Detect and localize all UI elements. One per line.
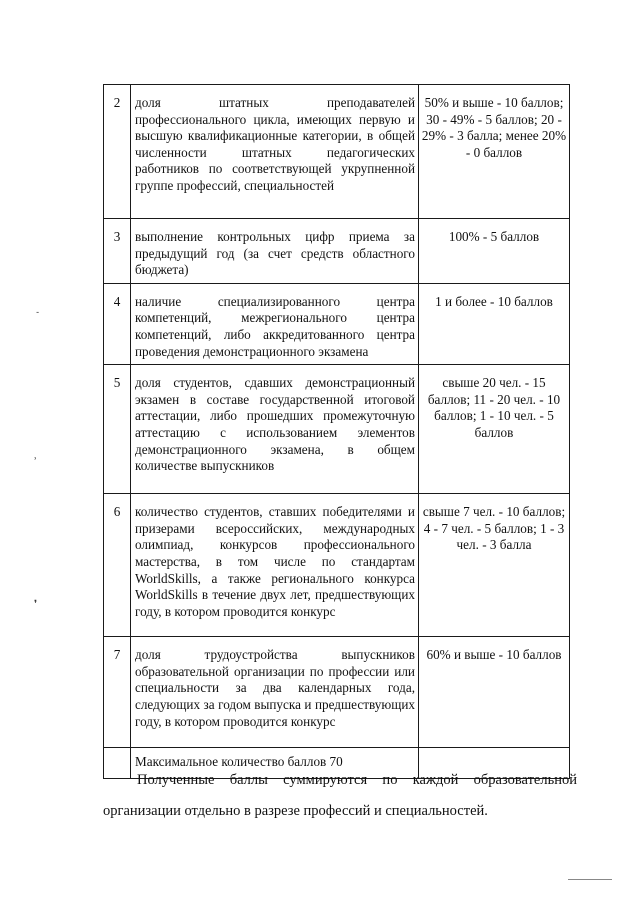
table-row: [104, 365, 570, 494]
row-score: 100% - 5 баллов: [419, 219, 570, 284]
criteria-table: [103, 84, 570, 779]
scan-speck: ˗: [36, 307, 40, 318]
scan-speck: ˒: [34, 454, 38, 465]
row-description: доля трудоустройства выпускников образовательной организации по профессии или специальности за два календарных года, следующих за годом выпуска и предшествующих году, в котором проводится конкурс: [131, 637, 419, 748]
row-score: свыше 20 чел. - 15 баллов; 11 - 20 чел. - 10 баллов; 1 - 10 чел. - 5 баллов: [419, 365, 570, 494]
row-number: 3: [104, 219, 131, 284]
row-number: 7: [104, 637, 131, 748]
table-row: [104, 219, 570, 284]
table-row: [104, 637, 570, 748]
row-description: наличие специализированного центра компетенций, межрегионального центра компетенций, либо аккредитованного центра проведения демонстрационного экзамена: [131, 283, 419, 364]
table-row: [104, 283, 570, 364]
row-description: доля штатных преподавателей профессионального цикла, имеющих первую и высшую квалификационные категории, в общей численности штатных педагогических работников по соответствующей укрупненной группе профессий, специальностей: [131, 85, 419, 219]
row-number: 6: [104, 494, 131, 637]
row-description: количество студентов, ставших победителями и призерами всероссийских, международных олимпиад, конкурсов профессионального мастерства, в том числе по стандартам WorldSkills, а также регионального конкурса WorldSkills в течение двух лет, предшествующих году, в котором проводится конкурс: [131, 494, 419, 637]
row-description: доля студентов, сдавших демонстрационный экзамен в составе государственной итоговой аттестации, либо прошедших промежуточную аттестацию с использованием элементов демонстрационного экзамена, в общем количестве выпускников: [131, 365, 419, 494]
scan-speck: ❜: [34, 599, 38, 610]
scan-line: [568, 879, 612, 880]
row-score: 60% и выше - 10 баллов: [419, 637, 570, 748]
row-score: 50% и выше - 10 баллов; 30 - 49% - 5 баллов; 20 - 29% - 3 балла; менее 20% - 0 баллов: [419, 85, 570, 219]
row-number: 4: [104, 283, 131, 364]
total-row-label: Максимальное количество баллов 70: [131, 748, 419, 779]
table-row: [104, 494, 570, 637]
table-row: [104, 85, 570, 219]
row-score: 1 и более - 10 баллов: [419, 283, 570, 364]
row-score: свыше 7 чел. - 10 баллов; 4 - 7 чел. - 5 баллов; 1 - 3 чел. - 3 балла: [419, 494, 570, 637]
row-description: выполнение контрольных цифр приема за предыдущий год (за счет средств областного бюджета): [131, 219, 419, 284]
conclusion-paragraph: Полученные баллы суммируются по каждой образовательной организации отдельно в разрезе профессий и специальностей.: [103, 772, 577, 819]
row-number: 2: [104, 85, 131, 219]
row-number: 5: [104, 365, 131, 494]
